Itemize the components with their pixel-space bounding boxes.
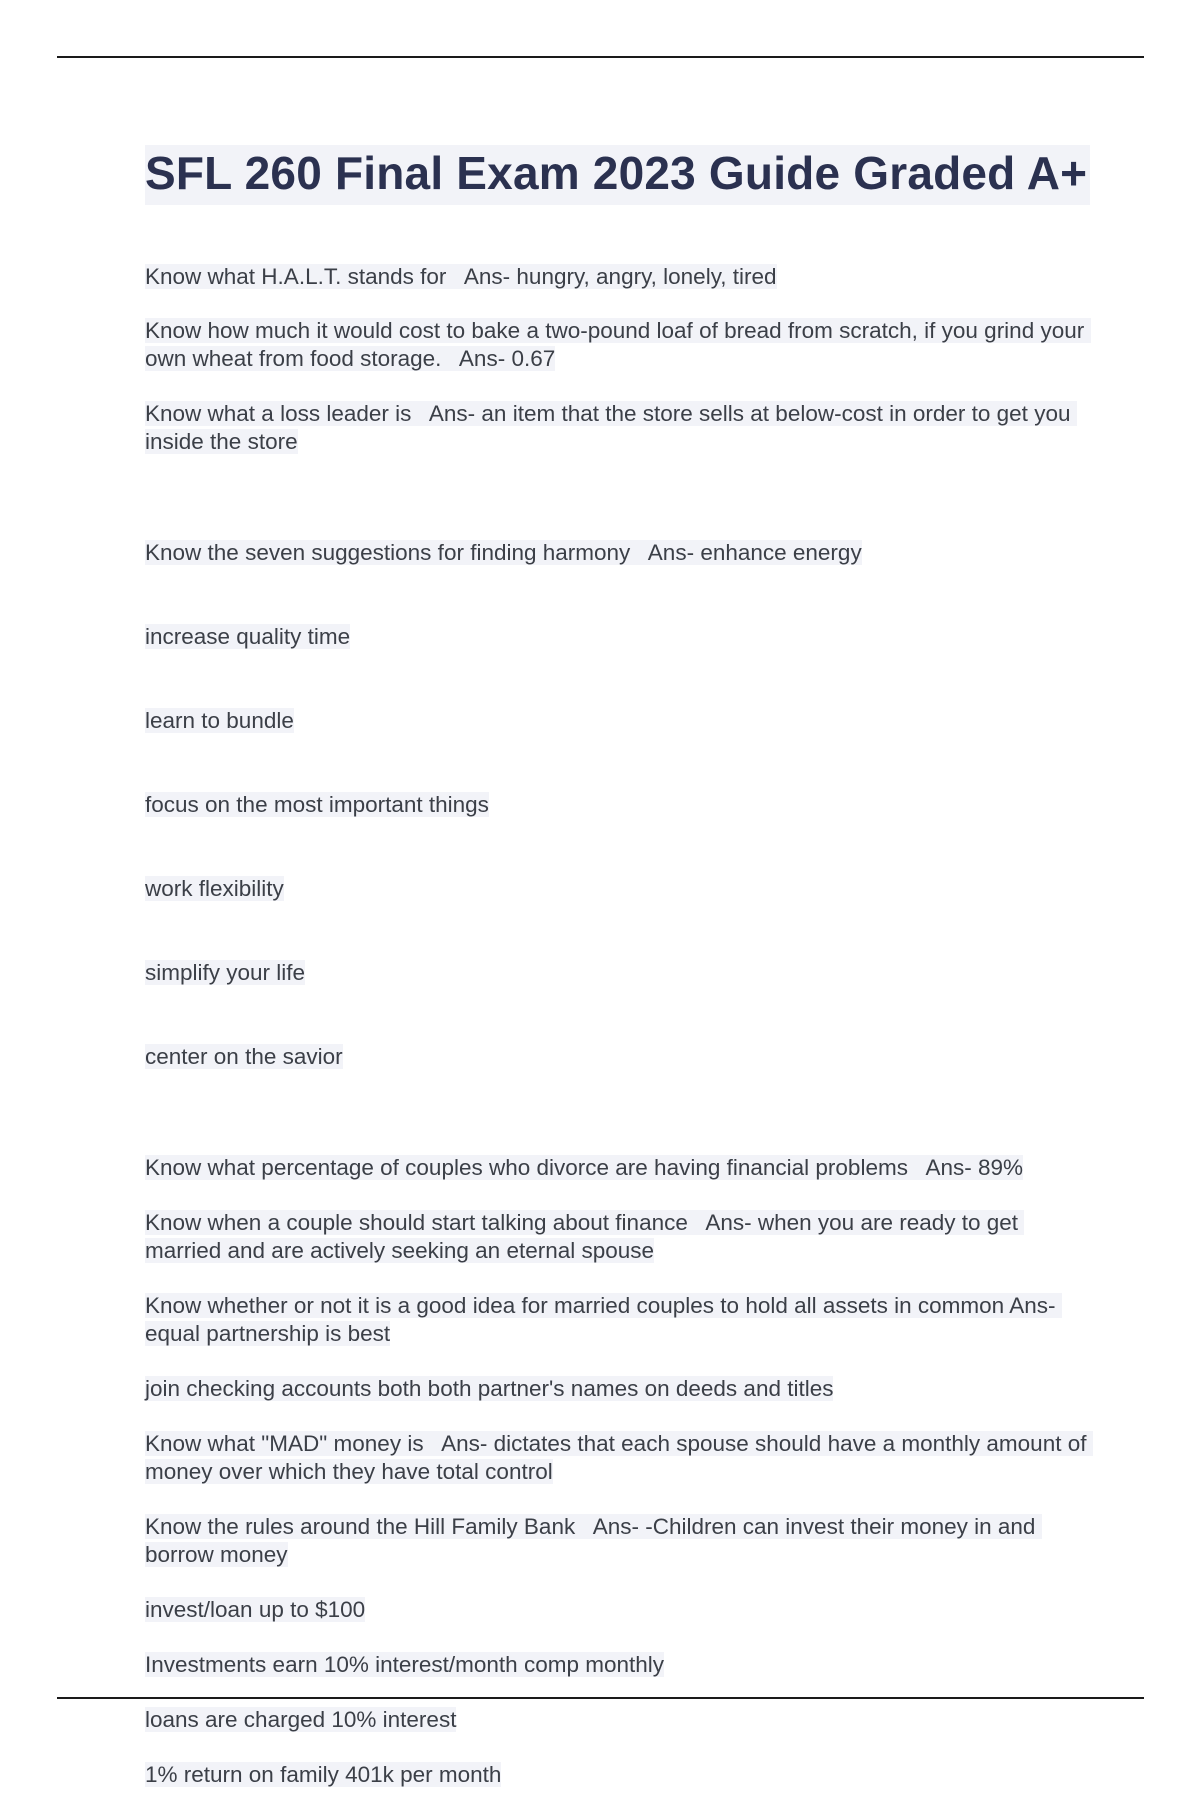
qa-text: loans are charged 10% interest [145, 1707, 457, 1732]
qa-entry [145, 263, 1090, 291]
qa-list [145, 263, 1093, 1789]
qa-entry [145, 317, 1090, 373]
harmony-item: work flexibility [145, 876, 284, 901]
qa-entry [145, 1375, 1090, 1403]
qa-text: Know what "MAD" money is Ans- dictates that each spouse should have a monthly amount of money over which they have total control [145, 1431, 1093, 1484]
document-title: SFL 260 Final Exam 2023 Guide Graded A+ [145, 147, 1088, 199]
qa-entry [145, 1706, 1090, 1734]
harmony-item: learn to bundle [145, 708, 294, 733]
qa-text: Know what percentage of couples who divorce are having financial problems Ans- 89% [145, 1155, 1024, 1180]
qa-entry [145, 1154, 1090, 1182]
harmony-item: center on the savior [145, 1044, 343, 1069]
qa-text: join checking accounts both both partner's names on deeds and titles [145, 1376, 834, 1401]
qa-entry [145, 1209, 1090, 1265]
document-body [145, 145, 1093, 1816]
harmony-item: focus on the most important things [145, 792, 489, 817]
qa-text: Investments earn 10% interest/month comp monthly [145, 1652, 664, 1677]
qa-text: invest/loan up to $100 [145, 1597, 366, 1622]
qa-entry [145, 1651, 1090, 1679]
qa-text: Know the rules around the Hill Family Bank Ans- -Children can invest their money in and borrow money [145, 1514, 1042, 1567]
qa-entry [145, 1513, 1090, 1569]
qa-text: Know how much it would cost to bake a two-pound loaf of bread from scratch, if you grind your own wheat from food storage. Ans- 0.67 [145, 318, 1091, 371]
title-block [145, 145, 1090, 205]
harmony-item: increase quality time [145, 624, 351, 649]
top-rule [57, 56, 1144, 58]
qa-entry [145, 1596, 1090, 1624]
qa-text: Know when a couple should start talking about finance Ans- when you are ready to get married and are actively seeking an eternal spouse [145, 1210, 1025, 1263]
qa-entry [145, 1430, 1093, 1486]
qa-entry-harmony [145, 483, 1090, 1127]
qa-entry [145, 1292, 1090, 1348]
qa-entry [145, 400, 1090, 456]
qa-text: Know what H.A.L.T. stands for Ans- hungry, angry, lonely, tired [145, 264, 777, 289]
qa-entry [145, 1761, 1090, 1789]
bottom-rule [57, 1697, 1144, 1699]
qa-text: Know whether or not it is a good idea for married couples to hold all assets in common Ans- equal partnership is best [145, 1293, 1062, 1346]
qa-text: 1% return on family 401k per month [145, 1762, 502, 1787]
qa-text: Know the seven suggestions for finding harmony Ans- enhance energy [145, 540, 862, 565]
harmony-item: simplify your life [145, 960, 306, 985]
qa-text: Know what a loss leader is Ans- an item that the store sells at below-cost in order to get you inside the store [145, 401, 1077, 454]
